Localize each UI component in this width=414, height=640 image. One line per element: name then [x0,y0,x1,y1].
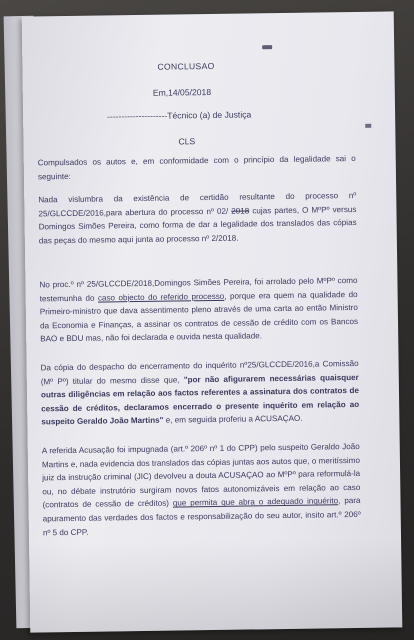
paragraph-4-underlined-text: que permita que abra o adequado inquérito [172,496,339,508]
paragraph-2-underlined-text: caso objecto do referido processo [97,291,225,303]
paragraph-1-text: Nada vislumbra da existência de certidão resultante do processo nº 25/GLCCDE/2016,para abertura do processo nº 02/ [38,190,357,219]
clerk-signature-line: ---------------------Técnico (a) de Justiça [107,109,252,122]
paragraph-1-text-cont: cujas partes, O MºPº versus Domingos Simões Pereira, como forma de dar a legalidade dos translados das cópias das peças do mesmo aqui junta ao processo nº 2/2018. [38,204,357,246]
paragraph-3-text: Da cópia do despacho do encerramento do inquérito nº25/GLCCDE/2016,a Comissão (Mº Pº) titular do mesmo disse que, [40,358,359,386]
paragraph-4 [42,440,361,540]
date-line: Em,14/05/2018 [152,86,212,98]
paragraph-3-text-cont: e, em seguida proferiu a ACUSAÇAO. [163,414,303,426]
paragraph-3-quote: "por não afigurarem necessárias quaisquer outras diligências em relação aos factos referentes a assinatura dos contratos de cessão de créditos, declaramos encerrado o presente inquérito em relação ao suspeito Geraldo João Martins" [40,372,360,427]
document-title: CONCLUSAO [157,60,215,72]
cls-label: CLS [178,136,196,147]
ink-mark [262,45,272,49]
paragraph-1 [38,189,357,248]
paragraph-2-text: No proc.º nº 25/GLCCDE/2018,Domingos Simões Pereira, foi arrolado pelo MºPº como testemunha do [39,275,358,303]
paragraph-4-text: A referida Acusação foi impugnada (art.º 206º nº 1 do CPP) pelo suspeito Geraldo João Martins e, nada evidencia dos translados das cópias juntas aos autos que, o meritíssimo juiz da instrução criminal (JIC) devolveu a douta ACUSAÇAO ao MºPº para reformulá-la ou, no débate instrutório surgiram novos fatos autonomizáveis em relação ao caso (contratos de cessão de créditos) [41,441,361,510]
intro-paragraph: Compulsados os autos e, em conformidade com o princípio da legalidade sai o seguinte: [37,153,356,182]
ink-mark [365,124,371,128]
paragraph-2-text-cont: , porque era quem na qualidade do Primeiro-ministro que dava assentimento pleno através de uma carta ao então Ministro da Economia e Finanças, a assinar os contratos de cessão de crédito com os Bancos BAO e BDU mas, não foi declarada e ouvida nesta qualidade. [39,289,359,344]
paragraph-4-text-cont: , para apuramento das verdades dos factos e responsabilização do seu autor, insito art.º 206º nº 5 do CPP. [42,496,361,537]
paragraph-2 [39,274,358,346]
paragraph-1-struck-text: 2018 [231,206,250,216]
paragraph-3 [41,357,360,429]
document-page [22,11,403,632]
